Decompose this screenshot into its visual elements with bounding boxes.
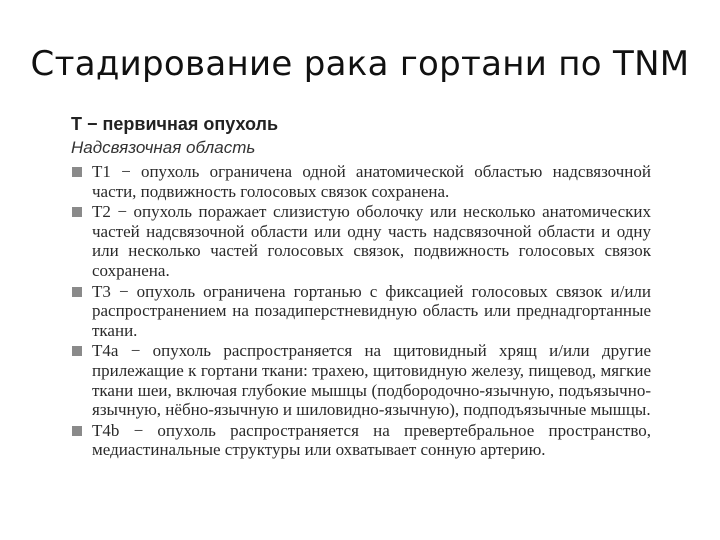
square-bullet-icon <box>72 426 82 436</box>
stage-item-text: Т2 − опухоль поражает слизистую оболочку или несколько анатомических частей надсвязочной области или одну часть надсвязочной области и одну или несколько частей голосовых связок, подвижность голосовых связок сохранена. <box>92 202 651 280</box>
document-excerpt <box>71 114 651 461</box>
square-bullet-icon <box>72 167 82 177</box>
square-bullet-icon <box>72 207 82 217</box>
stage-item-text: Т3 − опухоль ограничена гортанью с фиксацией голосовых связок и/или распространением на позадиперстневидную область или преднадгортанные ткани. <box>92 281 651 340</box>
slide-title: Стадирование рака гортани по TNM <box>30 44 690 84</box>
stage-item-t4b <box>71 421 651 460</box>
stage-item-text: T4b − опухоль распространяется на превертебральное пространство, медиастинальные структуры или охватывает сонную артерию. <box>92 420 651 460</box>
section-subheading: Надсвязочная область <box>71 138 256 157</box>
stage-item-t3 <box>71 282 651 341</box>
stage-item-t2 <box>71 202 651 280</box>
stage-item-text: T1 − опухоль ограничена одной анатомической областью надсвязочной части, подвижность голосовых связок сохранена. <box>92 162 651 201</box>
stage-item-t1 <box>71 162 651 201</box>
square-bullet-icon <box>72 346 82 356</box>
stage-item-text: Т4а − опухоль распространяется на щитовидный хрящ и/или другие прилежащие к гортани ткани: трахею, щитовидную железу, пищевод, мягкие ткани шеи, включая глубокие мышцы (подбородочно-язычную, подъязычно-язычную, нёбно-язычную и шиловидно-язычную), подподъязычные мышцы. <box>92 341 651 420</box>
square-bullet-icon <box>72 287 82 297</box>
section-heading: Т − первичная опухоль <box>71 114 279 134</box>
stage-list <box>71 162 651 460</box>
stage-item-t4a <box>71 341 651 419</box>
